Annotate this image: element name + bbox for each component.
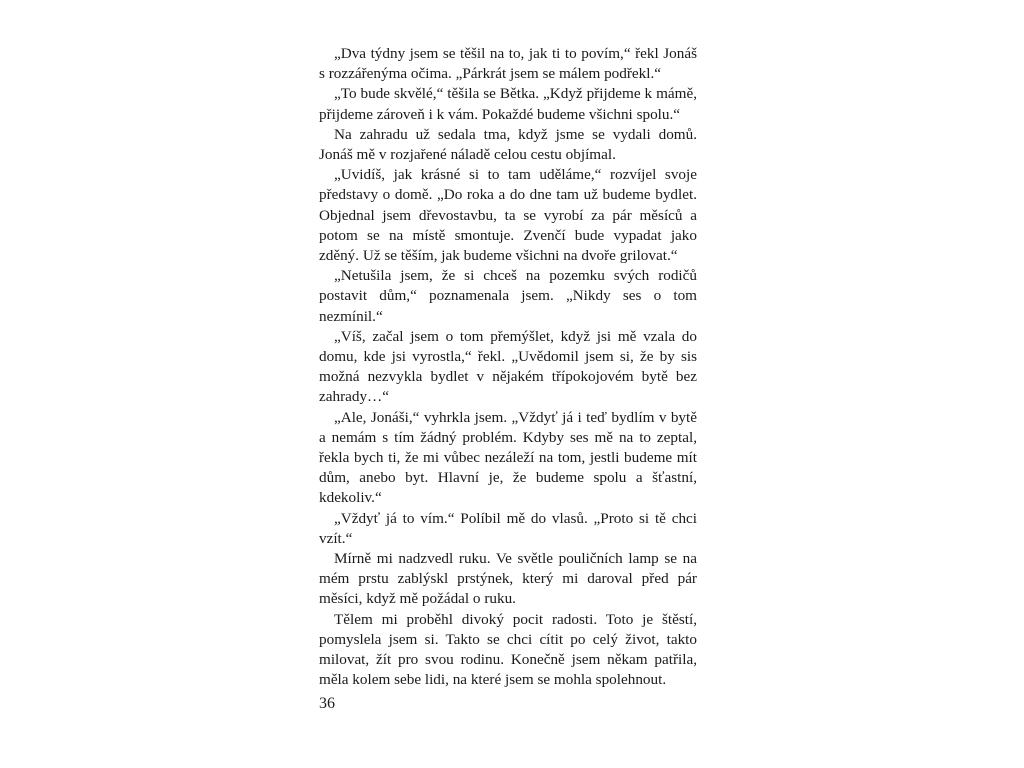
paragraph: „Víš, začal jsem o tom přemýšlet, když jsi mě vzala do domu, kde jsi vyrostla,“ řekl. „Uvědomil jsem si, že by sis možná nezvykla bydlet v nějakém třípokojovém bytě bez zahrady…“ <box>319 327 697 406</box>
page-number: 36 <box>319 695 335 712</box>
paragraph: „To bude skvělé,“ těšila se Bětka. „Když přijdeme k mámě, přijdeme zároveň i k vám. Pokaždé budeme všichni spolu.“ <box>319 85 697 123</box>
paragraph: „Netušila jsem, že si chceš na pozemku svých rodičů postavit dům,“ poznamenala jsem. „Nikdy ses o tom nezmínil.“ <box>319 267 697 325</box>
paragraph: Na zahradu už sedala tma, když jsme se vydali domů. Jonáš mě v rozjařené náladě celou cestu objímal. <box>319 125 697 164</box>
paragraph: Mírně mi nadzvedl ruku. Ve světle pouličních lamp se na mém prstu zablýskl prstýnek, který mi daroval před pár měsíci, když mě požádal o ruku. <box>319 550 697 608</box>
paragraph: „Vždyť já to vím.“ Políbil mě do vlasů. „Proto si tě chci vzít.“ <box>319 509 697 547</box>
book-page-text <box>319 44 697 691</box>
paragraph: „Ale, Jonáši,“ vyhrkla jsem. „Vždyť já i teď bydlím v bytě a nemám s tím žádný problém. Kdyby ses mě na to zeptal, řekla bych ti, že mi vůbec nezáleží na tom, jestli budeme mít dům, anebo byt. Hlavní je, že budeme spolu a šťastní, kdekoliv.“ <box>319 408 697 507</box>
paragraph: „Dva týdny jsem se těšil na to, jak ti to povím,“ řekl Jonáš s rozzářenýma očima. „Párkrát jsem se málem podřekl.“ <box>319 45 697 83</box>
paragraph: Tělem mi proběhl divoký pocit radosti. Toto je štěstí, pomyslela jsem si. Takto se chci cítit po celý život, takto milovat, žít pro svou rodinu. Konečně jsem někam patřila, měla kolem sebe lidi, na které jsem se mohla spolehnout. <box>319 610 697 689</box>
paragraph: „Uvidíš, jak krásné si to tam uděláme,“ rozvíjel svoje představy o domě. „Do roka a do dne tam už budeme bydlet. Objednal jsem dřevostavbu, ta se vyrobí za pár měsíců a potom se na místě smontuje. Zvenčí bude vypadat jako zděný. Už se těším, jak budeme všichni na dvoře grilovat.“ <box>319 166 697 265</box>
